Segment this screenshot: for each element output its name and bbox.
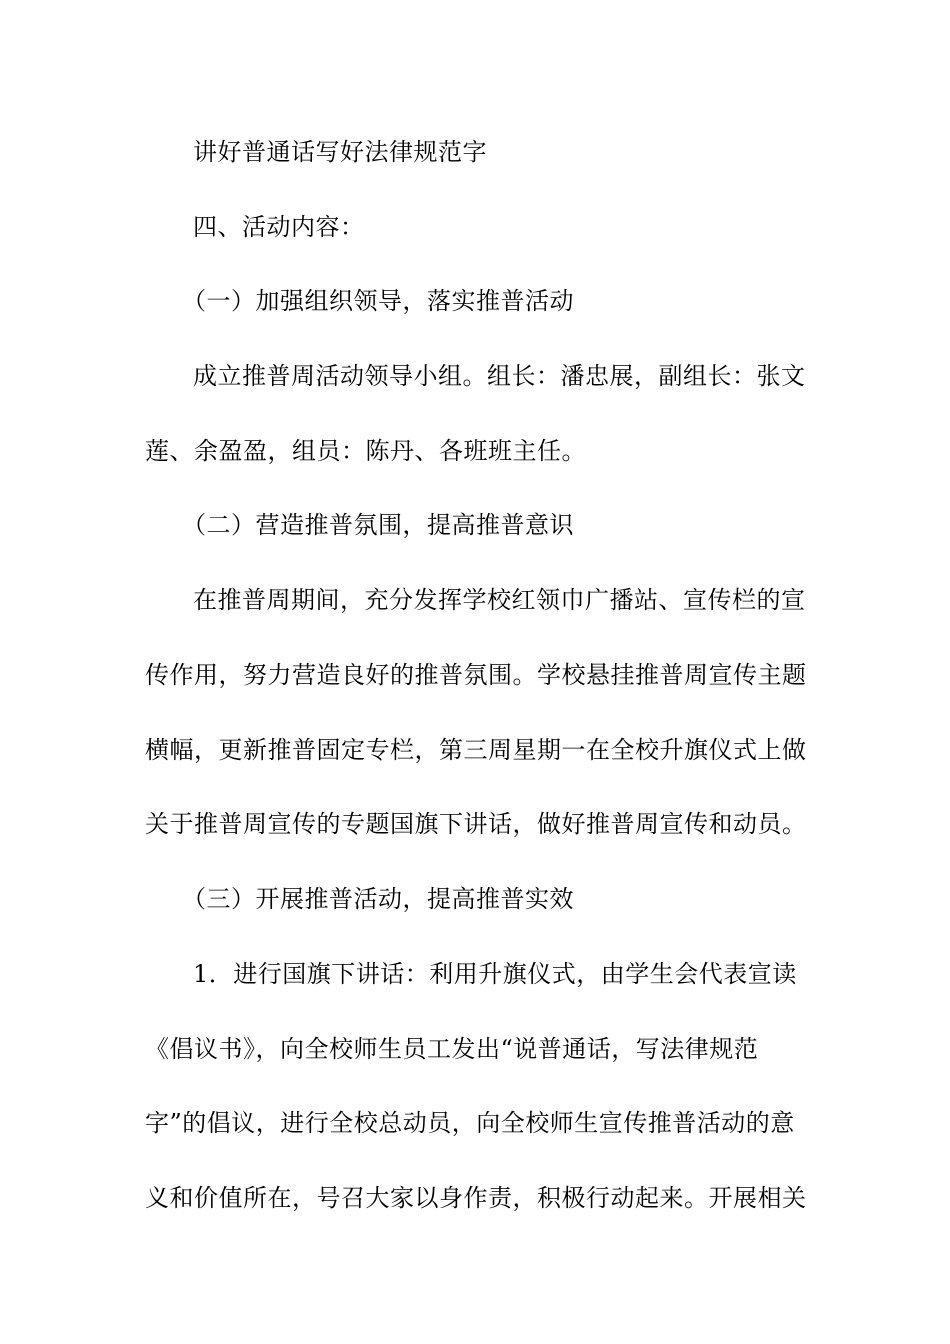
paragraph-line: 传作用，努力营造良好的推普氛围。学校悬挂推普周宣传主题 xyxy=(145,661,807,689)
paragraph-line: 1．进行国旗下讲话：利用升旗仪式，由学生会代表宣读 xyxy=(193,960,797,988)
paragraph-line: 关于推普周宣传的专题国旗下讲话，做好推普周宣传和动员。 xyxy=(145,810,807,838)
subheading-activities: （三）开展推普活动，提高推普实效 xyxy=(182,885,574,913)
paragraph-line: 在推普周期间，充分发挥学校红领巾广播站、宣传栏的宣 xyxy=(193,586,806,614)
paragraph-line: 字”的倡议，进行全校总动员，向全校师生宣传推普活动的意 xyxy=(145,1109,795,1137)
section-heading-activity-content: 四、活动内容： xyxy=(193,213,365,241)
subheading-organization: （一）加强组织领导，落实推普活动 xyxy=(182,287,574,315)
paragraph-line: 横幅，更新推普固定专栏，第三周星期一在全校升旗仪式上做 xyxy=(145,736,807,764)
paragraph-line: 成立推普周活动领导小组。组长：潘忠展，副组长：张文 xyxy=(193,362,806,390)
subheading-atmosphere: （二）营造推普氛围，提高推普意识 xyxy=(182,511,574,539)
paragraph-line: 《倡议书》，向全校师生员工发出“说普通话，写法律规范 xyxy=(145,1035,759,1063)
paragraph-line: 莲、余盈盈，组员：陈丹、各班班主任。 xyxy=(145,437,586,465)
slogan-line: 讲好普通话写好法律规范字 xyxy=(193,138,487,166)
paragraph-line: 义和价值所在，号召大家以身作责，积极行动起来。开展相关 xyxy=(145,1184,807,1212)
